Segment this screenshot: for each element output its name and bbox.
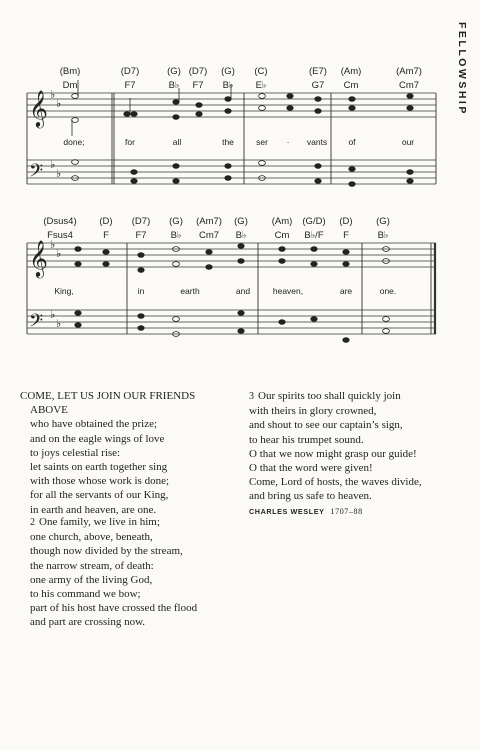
chord-symbol: Fsus4: [47, 230, 73, 241]
chord-symbol: (Am): [271, 216, 293, 227]
lyric-syllable: heaven,: [272, 286, 304, 296]
flat-icon: ♭: [50, 238, 56, 251]
chord-symbol: (E7): [309, 66, 327, 77]
chord-symbol: (G): [221, 66, 235, 77]
notes-system-2: [75, 244, 390, 343]
verse-2: [30, 515, 197, 630]
flat-icon: ♭: [50, 158, 56, 171]
chord-symbol: F: [103, 230, 109, 241]
lyric-syllable: ·: [286, 137, 290, 147]
verse-line: one church, above, beneath,: [30, 531, 153, 544]
flat-icon: ♭: [56, 97, 62, 110]
chord-symbol: B♭: [170, 230, 182, 241]
lyric-syllable: earth: [180, 286, 200, 296]
lyric-syllable: in: [137, 286, 145, 296]
chord-symbol: B♭: [222, 80, 234, 91]
chord-symbol: (Am7): [396, 66, 422, 77]
flat-icon: ♭: [56, 167, 62, 180]
flat-icon: ♭: [56, 317, 62, 330]
clefs: [29, 88, 61, 336]
chord-symbol: G7: [311, 80, 325, 91]
verse-line: who have obtained the prize;: [30, 418, 158, 431]
author-dates: 1707–88: [330, 507, 363, 516]
chord-symbol: Dm: [62, 80, 78, 91]
hymn-title: COME, LET US JOIN OUR FRIENDS: [20, 390, 196, 402]
chord-symbol: (G/D): [302, 216, 326, 227]
notes-system-1: [72, 80, 414, 186]
lyric-syllable: one.: [379, 286, 397, 296]
lyric-syllable: ser: [256, 137, 268, 147]
bass-clef-icon: 𝄢: [29, 311, 44, 336]
author-name: CHARLES WESLEY: [249, 507, 325, 516]
chord-symbol: (D7): [120, 66, 140, 77]
verse-line: O that we now might grasp our guide!: [249, 447, 417, 460]
chord-symbol: (Am7): [196, 216, 222, 227]
lyric-syllable: and: [235, 286, 251, 296]
flat-icon: ♭: [56, 247, 62, 260]
verse-line: to his command we bow;: [30, 588, 141, 601]
lyric-syllable: the: [222, 137, 234, 147]
verse-line: 2 One family, we live in him;: [30, 516, 160, 528]
chord-symbol: (Dsus4): [43, 216, 77, 227]
chord-symbol: Cm7: [398, 80, 420, 91]
chord-symbol: E♭: [255, 80, 267, 91]
chord-symbol: (D): [339, 216, 353, 227]
verse-line: O that the word were given!: [249, 462, 373, 475]
verse-line: and part are crossing now.: [30, 616, 146, 629]
chord-symbol: Cm: [343, 80, 359, 91]
verse-number: 3: [249, 391, 254, 402]
chord-symbol: (G): [169, 216, 183, 227]
verse-line: and bring us safe to heaven.: [249, 490, 372, 503]
chord-symbol: B♭/F: [304, 230, 324, 241]
verse-line: part of his host have crossed the flood: [30, 602, 198, 615]
chord-symbol: Cm: [274, 230, 290, 241]
lyric-syllable: of: [348, 137, 356, 147]
verse-line: with theirs in glory crowned,: [249, 405, 377, 418]
treble-clef-icon: 𝄞: [29, 89, 48, 127]
verse-line: the narrow stream, of death:: [30, 559, 154, 572]
chord-symbol: (D): [99, 216, 113, 227]
verse-number: 2: [30, 517, 35, 528]
lyric-syllable: done;: [63, 137, 85, 147]
verse-line: and shout to see our captain’s sign,: [249, 419, 403, 432]
verse-line: and on the eagle wings of love: [30, 432, 165, 445]
chord-symbol: Cm7: [198, 230, 220, 241]
lyric-syllable: our: [401, 137, 415, 147]
chord-symbol: B♭: [168, 80, 180, 91]
lyric-syllable: are: [339, 286, 353, 296]
chord-symbol: (G): [167, 66, 181, 77]
lyric-syllable: all: [172, 137, 182, 147]
chord-symbol: F7: [135, 230, 147, 241]
verse-line: to joys celestial rise:: [30, 446, 121, 459]
staff-lines: [27, 93, 436, 334]
treble-clef-icon: 𝄞: [29, 239, 48, 277]
flat-icon: ♭: [50, 88, 56, 101]
chord-symbol: (C): [254, 66, 268, 77]
chord-symbol: (D7): [131, 216, 151, 227]
verse-line: one army of the living God,: [30, 573, 153, 586]
chord-symbol: F7: [124, 80, 136, 91]
verse-line: with those whose work is done;: [30, 475, 170, 488]
verse-line: though now divided by the stream,: [30, 545, 183, 558]
verse-line: let saints on earth together sing: [30, 461, 168, 474]
lyric-syllable: vants: [306, 137, 328, 147]
hymn-title-continued: ABOVE: [30, 404, 68, 417]
chord-symbol: F7: [192, 80, 204, 91]
lyric-syllable: for: [125, 137, 135, 147]
chord-symbol: (Am): [340, 66, 362, 77]
chord-symbol: (Bm): [59, 66, 81, 77]
chord-symbol: B♭: [235, 230, 247, 241]
verse-line: to hear his trumpet sound.: [249, 433, 364, 446]
section-label: FELLOWSHIP: [456, 22, 468, 116]
flat-icon: ♭: [50, 308, 56, 321]
author-credit: [249, 507, 363, 516]
lyric-syllable: King,: [54, 286, 74, 296]
chord-symbol: (D7): [188, 66, 208, 77]
verse-line: Come, Lord of hosts, the waves divide,: [249, 476, 422, 489]
bass-clef-icon: 𝄢: [29, 161, 44, 186]
chord-symbol: B♭: [377, 230, 389, 241]
verse-1: [20, 389, 195, 517]
verse-line: for all the servants of our King,: [30, 489, 169, 502]
verse-3: [249, 389, 422, 504]
chord-symbol: (G): [376, 216, 390, 227]
verse-line: in earth and heaven, are one.: [30, 503, 157, 516]
verse-line: 3 Our spirits too shall quickly join: [249, 390, 401, 402]
chord-symbol: (G): [234, 216, 248, 227]
bar-lines: [27, 93, 436, 334]
chord-symbol: F: [343, 230, 349, 241]
